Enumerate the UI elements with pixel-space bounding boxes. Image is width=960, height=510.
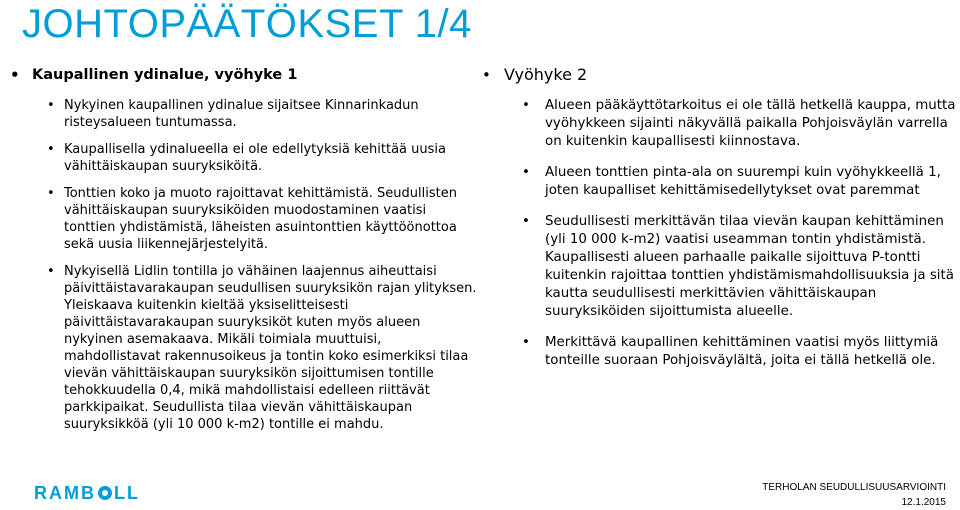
bullet-icon: • xyxy=(47,186,55,201)
bullet-icon: • xyxy=(482,66,491,84)
logo-text-start: RAMB xyxy=(34,482,96,503)
list-item xyxy=(10,185,480,253)
list-item-text: Tonttien koko ja muoto rajoittavat kehittämistä. Seudullisten vähittäiskaupan suuryksiköiden muodostaminen vaatisi tonttien yhdistämistä, läheisten asuintonttien käyttöönottoa sekä uusia liikennejärjestelyitä. xyxy=(64,186,457,252)
list-item-text: Nykyisellä Lidlin tontilla jo vähäinen laajennus aiheuttaisi päivittäistavarakaupan seudullisen suuryksikön rajan ylityksen. Yleiskaava kuitenkin kieltää yksiselitteisesti päivittäistavarakaupan suuryksiköt kuten myös alueen nykyinen asemakaava. Mikäli toimiala muuttuisi, mahdollistavat rakennusoikeus ja tontin koko esimerkiksi tilaa vievän vähittäiskaupan suuryksikön sijoittumisen tontille tehokkuudella 0,4, mikä mahdollistaisi edelleen riittävät parkkipaikat. Seudullista tilaa vievän vähittäiskaupan suuryksikköä (yli 10 000 k-m2) tontille ei mahdu. xyxy=(64,264,477,432)
list-item xyxy=(482,164,960,200)
list-item-text: Nykyinen kaupallinen ydinalue sijaitsee Kinnarinkadun risteysalueen tuntumassa. xyxy=(64,98,419,130)
list-item-text: Seudullisesti merkittävän tilaa vievän kaupan kehittäminen (yli 10 000 k-m2) vaatisi useamman tontin yhdistämistä. Kaupallisesti alueen parhaalle paikalle sijoittuva P-tontti kuitenkin rajoittaa tonttien yhdistämismahdollisuuksia ja sitä kautta seudullisesti merkittävien vähittäiskaupan suuryksiköiden sijoittumista alueelle. xyxy=(545,214,954,319)
logo-text-end: LL xyxy=(114,482,140,503)
footer xyxy=(762,480,946,510)
bullet-icon: • xyxy=(10,66,20,84)
list-item-text: Alueen tonttien pinta-ala on suurempi kuin vyöhykkeellä 1, joten kaupalliset kehittämisedellytykset ovat paremmat xyxy=(545,165,941,198)
left-bullet-list xyxy=(10,97,480,433)
list-item xyxy=(10,263,480,433)
list-item xyxy=(10,141,480,175)
list-item xyxy=(482,334,960,370)
bullet-icon: • xyxy=(47,142,55,157)
bullet-icon: • xyxy=(47,98,55,113)
slide-title: JOHTOPÄÄTÖKSET 1/4 xyxy=(22,2,472,46)
bullet-icon: • xyxy=(522,214,530,229)
left-heading-text: Kaupallinen ydinalue, vyöhyke 1 xyxy=(32,67,298,83)
list-item xyxy=(482,97,960,151)
footer-date: 12.1.2015 xyxy=(901,497,946,508)
bullet-icon: • xyxy=(522,335,530,350)
right-bullet-list xyxy=(482,97,960,370)
footer-project: TERHOLAN SEUDULLISUUSARVIOINTI xyxy=(762,482,946,493)
list-item-text: Merkittävä kaupallinen kehittäminen vaatisi myös liittymiä tonteille suoraan Pohjoisväylältä, joita ei tällä hetkellä ole. xyxy=(545,335,939,368)
list-item-text: Kaupallisella ydinalueella ei ole edellytyksiä kehittää uusia vähittäiskaupan suuryksiköitä. xyxy=(64,142,446,174)
right-column xyxy=(482,66,960,383)
logo-ring-icon xyxy=(98,486,112,500)
bullet-icon: • xyxy=(47,264,55,279)
list-item-text: Alueen pääkäyttötarkoitus ei ole tällä hetkellä kauppa, mutta vyöhykkeen sijainti näkyvällä paikalla Pohjoisväylän varrella on kuitenkin kaupallisesti kiinnostava. xyxy=(545,98,956,149)
left-column-heading xyxy=(10,66,480,84)
bullet-icon: • xyxy=(522,98,530,113)
list-item xyxy=(10,97,480,131)
left-column xyxy=(10,66,480,443)
ramboll-logo-icon xyxy=(34,482,140,504)
bullet-icon: • xyxy=(522,165,530,180)
right-heading-text: Vyöhyke 2 xyxy=(504,65,588,84)
right-column-heading xyxy=(482,66,960,84)
list-item xyxy=(482,213,960,321)
